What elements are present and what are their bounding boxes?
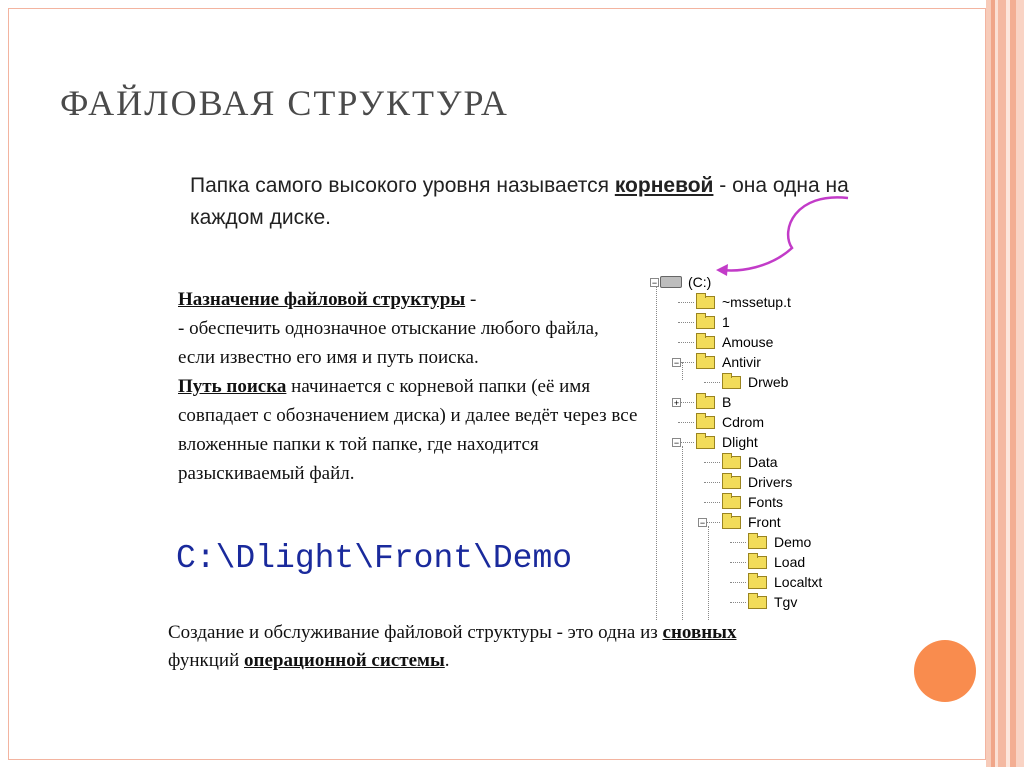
- purpose-text: - обеспечить однозначное отыскание любого файла, если известно его имя и путь поиска.: [178, 318, 599, 368]
- tree-item[interactable]: [660, 272, 711, 292]
- tree-item[interactable]: [748, 532, 811, 552]
- folder-icon: [696, 396, 715, 409]
- tree-item-label: Front: [748, 514, 781, 530]
- folder-icon: [696, 316, 715, 329]
- folder-icon: [722, 476, 741, 489]
- tree-connector: [678, 322, 694, 323]
- tree-item-label: 1: [722, 314, 730, 330]
- tree-item-label: Drivers: [748, 474, 793, 490]
- folder-icon: [722, 456, 741, 469]
- intro-term: корневой: [614, 174, 714, 197]
- tree-connector: [678, 342, 694, 343]
- folder-icon: [696, 296, 715, 309]
- tree-item-label: Localtxt: [774, 574, 823, 590]
- tree-item-label: Load: [774, 554, 806, 570]
- collapse-icon[interactable]: −: [673, 438, 680, 448]
- tree-connector: [704, 382, 720, 383]
- bottom-text: функций: [168, 650, 244, 671]
- folder-icon: [696, 416, 715, 429]
- tree-item-label: Tgv: [774, 594, 798, 610]
- search-term: Путь поиска: [178, 376, 287, 397]
- tree-item[interactable]: [722, 372, 788, 392]
- bottom-term-os: операционной системы: [244, 650, 445, 671]
- tree-connector: [678, 302, 694, 303]
- bottom-text: .: [444, 650, 450, 671]
- tree-item[interactable]: [748, 592, 797, 612]
- decor-stripe: [998, 0, 1006, 767]
- tree-item[interactable]: [696, 432, 758, 452]
- purpose-block: [178, 285, 638, 488]
- accent-circle: [914, 640, 976, 702]
- tree-item-label: Drweb: [748, 374, 789, 390]
- folder-icon: [748, 576, 767, 589]
- tree-guide-line: [682, 446, 683, 620]
- tree-connector: [704, 482, 720, 483]
- tree-connector: [730, 582, 746, 583]
- tree-item[interactable]: [722, 472, 792, 492]
- tree-connector: [704, 462, 720, 463]
- tree-item-label: Antivir: [722, 354, 761, 370]
- bottom-term-main: сновных: [662, 622, 737, 643]
- purpose-dash: -: [465, 289, 477, 310]
- drive-icon: [660, 276, 682, 288]
- folder-icon: [722, 496, 741, 509]
- pointer-arrow-icon: [700, 190, 860, 280]
- tree-guide-line: [708, 526, 709, 620]
- tree-connector: [678, 422, 694, 423]
- search-path-paragraph: [178, 372, 638, 488]
- slide-title: ФАЙЛОВАЯ СТРУКТУРА: [60, 83, 509, 123]
- tree-item[interactable]: [696, 312, 730, 332]
- tree-item[interactable]: [748, 552, 805, 572]
- tree-item[interactable]: [696, 292, 791, 312]
- collapse-icon[interactable]: −: [673, 358, 680, 368]
- folder-icon: [722, 376, 741, 389]
- intro-rest: - она одна на каждом диске.: [190, 174, 849, 229]
- tree-connector: [730, 542, 746, 543]
- purpose-heading: [178, 285, 638, 314]
- folder-icon: [748, 536, 767, 549]
- search-text: начинается с корневой папки (её имя совпадает с обозначением диска) и далее ведёт через все вложенные папки к той папке, где находится разыскиваемый файл.: [178, 376, 638, 484]
- bottom-text: Создание и обслуживание файловой структуры - это одна из: [168, 622, 663, 643]
- tree-item[interactable]: [696, 392, 731, 412]
- tree-item[interactable]: [722, 512, 781, 532]
- folder-icon: [696, 436, 715, 449]
- folder-icon: [722, 516, 741, 529]
- expand-icon[interactable]: +: [673, 398, 680, 408]
- tree-item[interactable]: [722, 452, 778, 472]
- collapse-icon[interactable]: −: [651, 278, 658, 288]
- tree-item-label: Dlight: [722, 434, 758, 450]
- path-example: C:\Dlight\Front\Demo: [176, 540, 573, 577]
- purpose-term: Назначение файловой структуры: [178, 289, 466, 310]
- collapse-icon[interactable]: −: [699, 518, 706, 528]
- tree-item-label: ~mssetup.t: [722, 294, 791, 310]
- tree-guide-line: [656, 286, 657, 620]
- folder-icon: [748, 596, 767, 609]
- tree-item-label: Demo: [774, 534, 812, 550]
- tree-item[interactable]: [748, 572, 822, 592]
- tree-item-label: Fonts: [748, 494, 784, 510]
- tree-item[interactable]: [722, 492, 783, 512]
- tree-item[interactable]: [696, 352, 761, 372]
- tree-item-label: Data: [748, 454, 778, 470]
- folder-icon: [748, 556, 767, 569]
- intro-text: Папка самого высокого уровня называется: [190, 174, 615, 197]
- tree-connector: [704, 502, 720, 503]
- decor-stripe: [1016, 0, 1024, 767]
- tree-connector: [730, 602, 746, 603]
- tree-guide-line: [682, 362, 683, 380]
- folder-icon: [696, 336, 715, 349]
- folder-icon: [696, 356, 715, 369]
- tree-item[interactable]: [696, 332, 773, 352]
- tree-connector: [730, 562, 746, 563]
- bottom-paragraph: [168, 619, 808, 675]
- tree-item-label: Cdrom: [722, 414, 765, 430]
- tree-item[interactable]: [696, 412, 764, 432]
- folder-tree: [646, 272, 876, 622]
- tree-item-label: B: [722, 394, 732, 410]
- tree-item-label: (C:): [688, 274, 712, 290]
- tree-item-label: Amouse: [722, 334, 774, 350]
